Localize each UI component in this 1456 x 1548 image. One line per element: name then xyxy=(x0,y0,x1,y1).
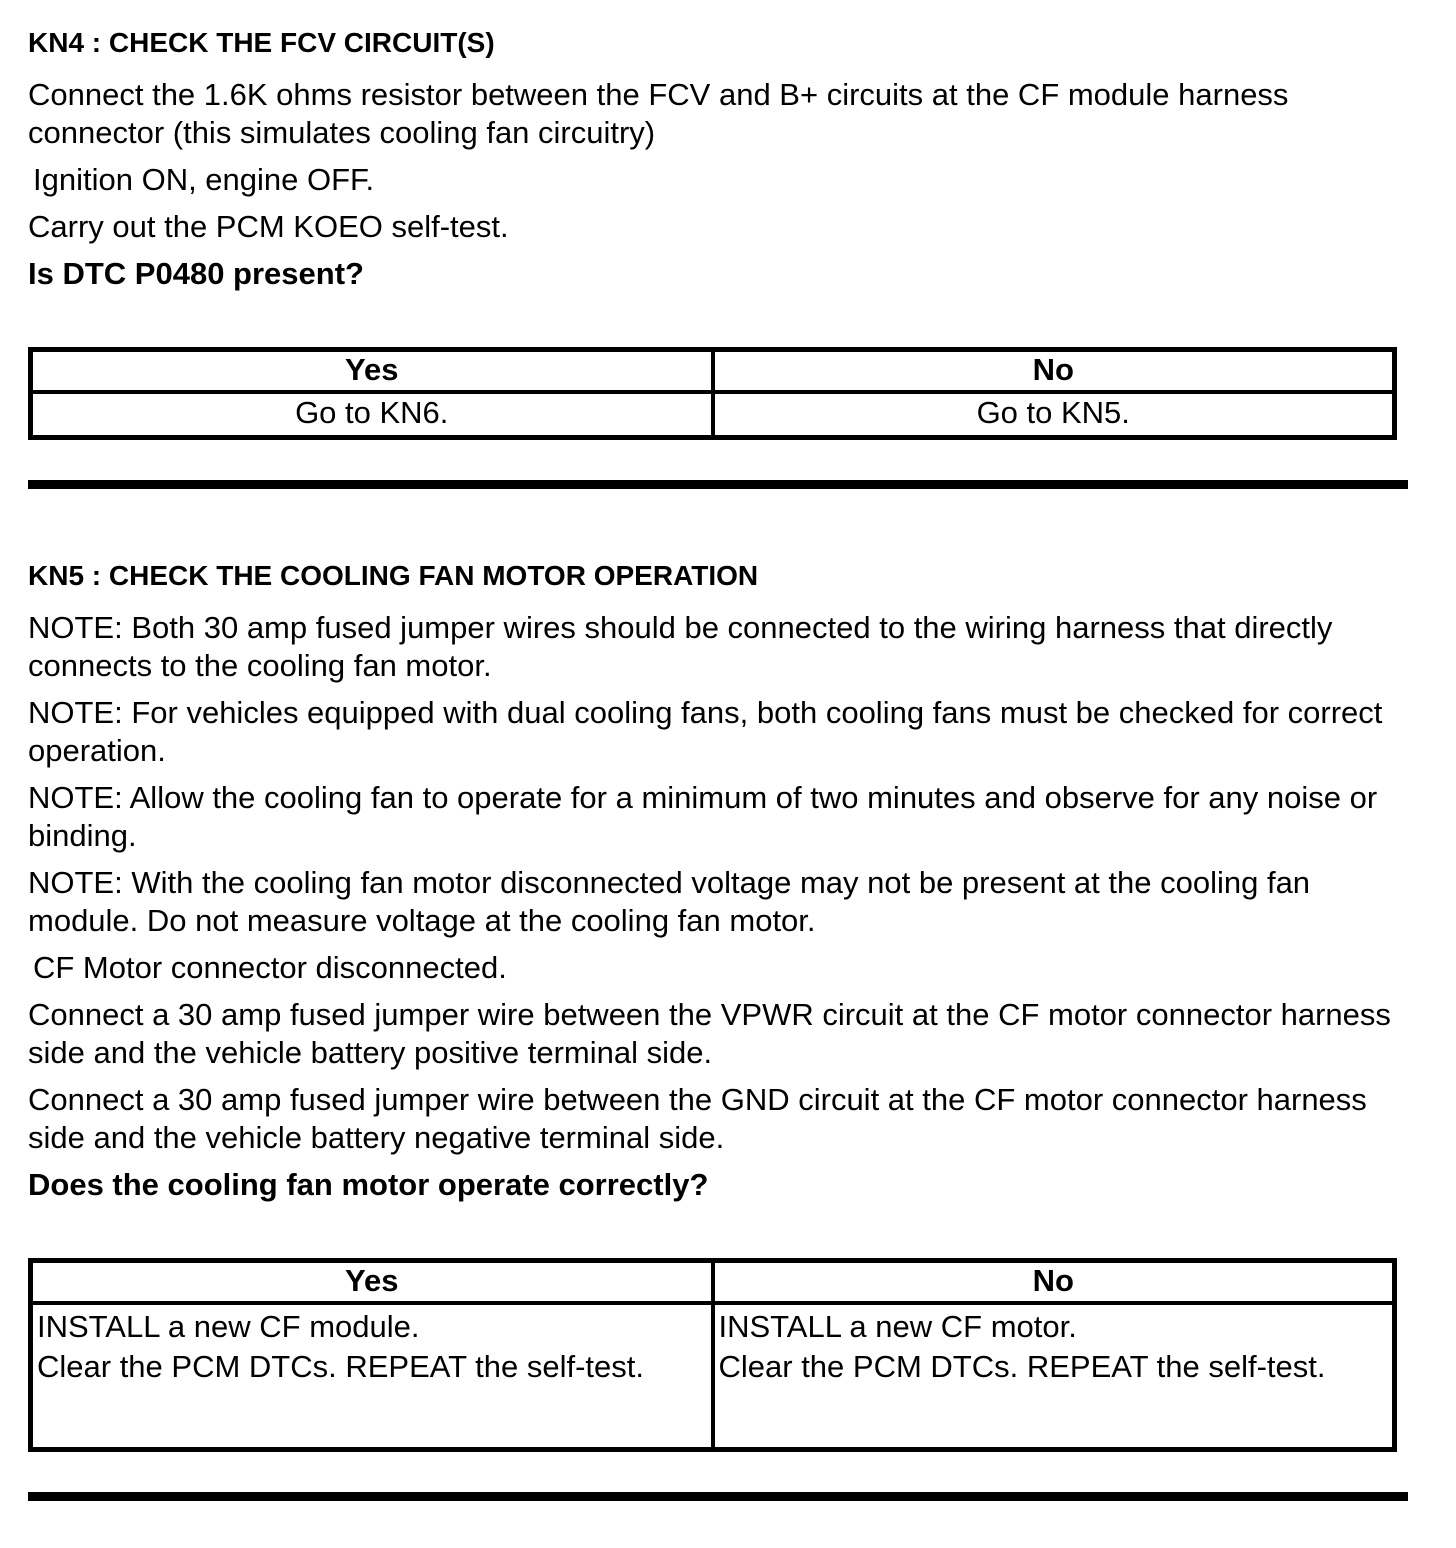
kn5-yes-action-install: INSTALL a new CF module. xyxy=(37,1309,420,1344)
kn5-table-header-row xyxy=(31,1261,1395,1304)
kn4-question: Is DTC P0480 present? xyxy=(28,256,364,291)
kn5-no-action-clear: Clear the PCM DTCs. REPEAT the self-test. xyxy=(718,1349,1326,1384)
kn5-paragraph-connector-disconnected: CF Motor connector disconnected. xyxy=(33,950,507,985)
kn5-table-action-row xyxy=(31,1303,1395,1449)
kn5-header-yes: Yes xyxy=(31,1261,713,1304)
kn4-yes-result: Go to KN6. xyxy=(31,392,713,438)
kn4-table-result-row xyxy=(31,392,1395,438)
section-kn5 xyxy=(28,559,1408,1452)
kn4-header-no: No xyxy=(713,350,1395,393)
kn4-header-yes: Yes xyxy=(31,350,713,393)
kn5-paragraph-gnd-jumper: Connect a 30 amp fused jumper wire between the GND circuit at the CF motor connector harness side and the vehicle battery negative terminal side. xyxy=(28,1082,1367,1155)
section-divider-rule xyxy=(28,480,1408,489)
kn4-decision-table xyxy=(28,347,1397,440)
kn5-note-voltage: NOTE: With the cooling fan motor disconnected voltage may not be present at the cooling fan module. Do not measure voltage at the cooling fan motor. xyxy=(28,865,1311,938)
kn5-decision-table xyxy=(28,1258,1397,1452)
kn4-no-result: Go to KN5. xyxy=(713,392,1395,438)
kn5-yes-actions xyxy=(31,1303,713,1449)
kn4-paragraph-self-test: Carry out the PCM KOEO self-test. xyxy=(28,209,509,244)
section-kn5-heading: KN5 : CHECK THE COOLING FAN MOTOR OPERATION xyxy=(28,560,759,591)
kn5-no-actions xyxy=(713,1303,1395,1449)
kn4-paragraph-ignition: Ignition ON, engine OFF. xyxy=(33,162,375,197)
kn5-question: Does the cooling fan motor operate correctly? xyxy=(28,1167,709,1202)
section-kn4 xyxy=(28,26,1408,440)
kn5-header-no: No xyxy=(713,1261,1395,1304)
kn5-no-action-install: INSTALL a new CF motor. xyxy=(718,1309,1077,1344)
kn5-paragraph-vpwr-jumper: Connect a 30 amp fused jumper wire between the VPWR circuit at the CF motor connector harness side and the vehicle battery positive terminal side. xyxy=(28,997,1391,1070)
kn5-note-jumper-wires: NOTE: Both 30 amp fused jumper wires should be connected to the wiring harness that directly connects to the cooling fan motor. xyxy=(28,610,1333,683)
kn4-paragraph-connect-resistor: Connect the 1.6K ohms resistor between the FCV and B+ circuits at the CF module harness connector (this simulates cooling fan circuitry) xyxy=(28,77,1289,150)
kn5-yes-action-clear: Clear the PCM DTCs. REPEAT the self-test. xyxy=(37,1349,644,1384)
kn4-table-header-row xyxy=(31,350,1395,393)
page-end-rule xyxy=(28,1492,1408,1501)
kn5-note-two-minutes: NOTE: Allow the cooling fan to operate for a minimum of two minutes and observe for any noise or binding. xyxy=(28,780,1378,853)
section-kn4-heading: KN4 : CHECK THE FCV CIRCUIT(S) xyxy=(28,27,495,58)
kn5-note-dual-fans: NOTE: For vehicles equipped with dual cooling fans, both cooling fans must be checked for correct operation. xyxy=(28,695,1383,768)
